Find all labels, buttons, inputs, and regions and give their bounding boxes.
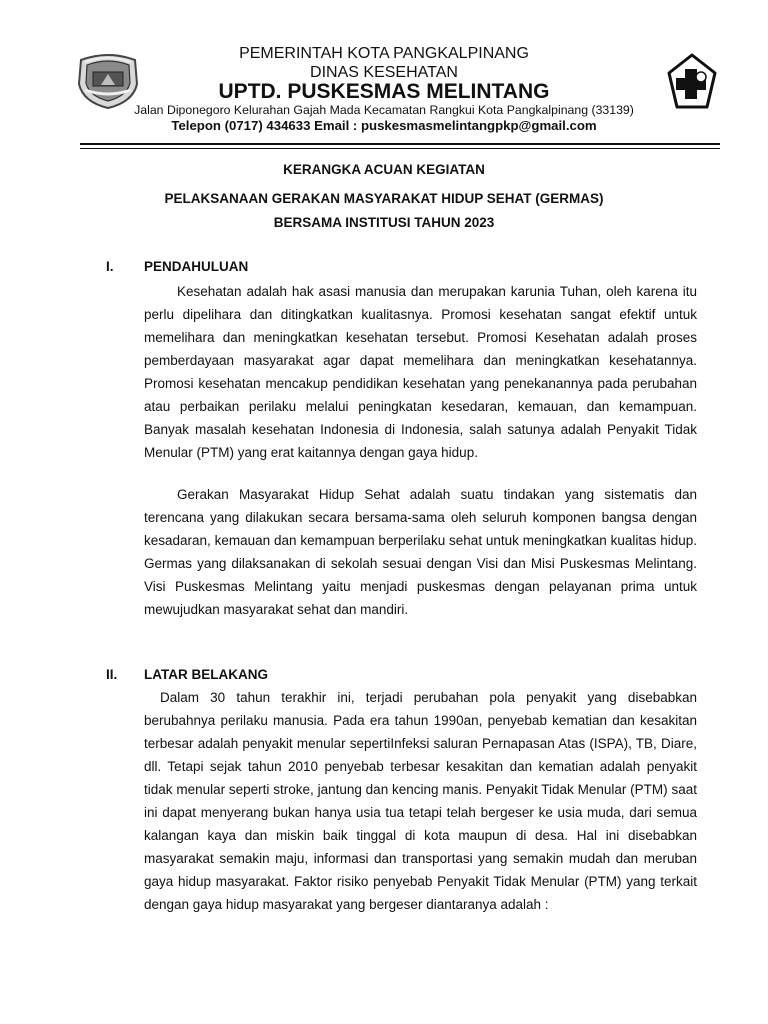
paragraph: Kesehatan adalah hak asasi manusia dan merupakan karunia Tuhan, oleh karena itu perlu dipelihara dan ditingkatkan kualitasnya. Promosi kesehatan sangat efektif untuk memelihara dan meningkatkan kesehatan tersebut. Promosi Kesehatan adalah proses pemberdayaan masyarakat agar dapat memelihara dan meningkatkan kesehatannya. Promosi kesehatan mencakup pendidikan kesehatan yang penekanannya pada perubahan atau perbaikan perilaku melalui peningkatan kesedaran, kemauan, dan kemampuan. Banyak masalah kesehatan Indonesia di Indonesia, salah satunya adalah Penyakit Tidak Menular (PTM) yang erat kaitannya dengan gaya hidup. xyxy=(144,284,697,460)
header-institution: UPTD. PUSKESMAS MELINTANG xyxy=(218,80,550,103)
document-subtitle-2: BERSAMA INSTITUSI TAHUN 2023 xyxy=(273,215,495,230)
header-department: DINAS KESEHATAN xyxy=(310,64,458,81)
section-number: I. xyxy=(106,259,114,274)
header-contact: Telepon (0717) 434633 Email : puskesmasmelintangpkp@gmail.com xyxy=(171,118,597,133)
paragraph: Dalam 30 tahun terakhir ini, terjadi perubahan pola penyakit yang disebabkan berubahnya perilaku manusia. Pada era tahun 1990an, penyebab kematian dan kesakitan terbesar adalah penyakit menular sepertiInfeksi saluran Pernapasan Atas (ISPA), TB, Diare, dll. Tetapi sejak tahun 2010 penyebab terbesar kesakitan dan kematian adalah penyakit tidak menular seperti stroke, jantung dan kencing manis. Penyakit Tidak Menular (PTM) saat ini dapat menyerang bukan hanya usia tua tetapi telah bergeser ke usia muda, dari semua kalangan kaya dan miskin baik tinggal di kota maupun di desa. Hal ini disebabkan masyarakat semakin maju, informasi dan transportasi yang semakin mudah dan meruban gaya hidup masyarakat. Faktor risiko penyebab Penyakit Tidak Menular (PTM) yang terkait dengan gaya hidup masyarakat yang bergeser diantaranya adalah : xyxy=(144,690,697,912)
health-cross-icon xyxy=(665,53,719,109)
paragraph: Gerakan Masyarakat Hidup Sehat adalah suatu tindakan yang sistematis dan terencana yang dilakukan secara bersama-sama oleh seluruh komponen bangsa dengan kesadaran, kemauan dan kemampuan berperilaku sehat untuk meningkatkan kualitas hidup. Germas yang dilaksanakan di sekolah sesuai dengan Visi dan Misi Puskesmas Melintang. Visi Puskesmas Melintang yaitu menjadi puskesmas dengan pelayanan prima untuk mewujudkan masyarakat sehat dan mandiri. xyxy=(144,487,697,617)
header-divider-thick xyxy=(80,143,720,145)
section-heading: LATAR BELAKANG xyxy=(144,667,268,682)
header-divider-thin xyxy=(80,148,720,149)
document-title: KERANGKA ACUAN KEGIATAN xyxy=(283,162,485,177)
section-number: II. xyxy=(106,667,118,682)
section-heading: PENDAHULUAN xyxy=(144,259,249,274)
header-address: Jalan Diponegoro Kelurahan Gajah Mada Kecamatan Rangkui Kota Pangkalpinang (33139) xyxy=(134,103,634,117)
letterhead xyxy=(0,0,768,150)
document-subtitle: PELAKSANAAN GERAKAN MASYARAKAT HIDUP SEHAT (GERMAS) xyxy=(164,191,604,206)
header-government: PEMERINTAH KOTA PANGKALPINANG xyxy=(239,45,529,62)
